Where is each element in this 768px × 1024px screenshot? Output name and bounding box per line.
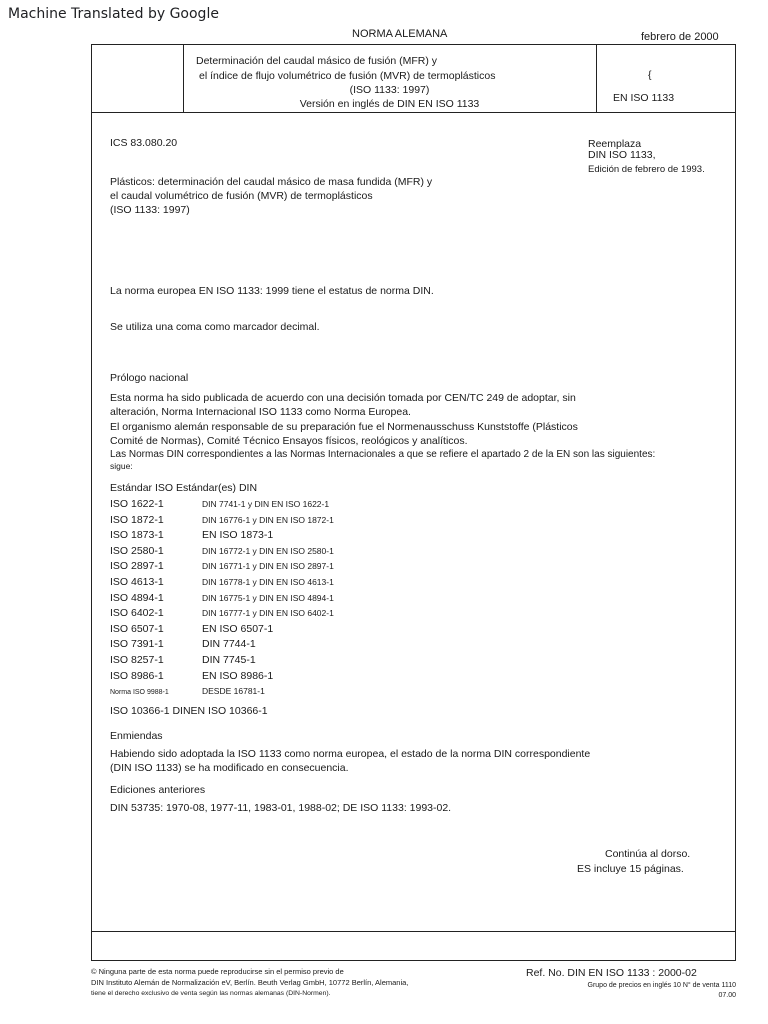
header-title-line-2: el índice de flujo volumétrico de fusión (MVR) de termoplásticos <box>199 70 496 82</box>
prologo-line-2: alteración, Norma Internacional ISO 1133 como Norma Europea. <box>110 406 411 418</box>
iso-standard: ISO 4613-1 <box>110 576 164 588</box>
title-body-line-1: Plásticos: determinación del caudal másico de masa fundida (MFR) y <box>110 176 433 188</box>
standards-heading: Estándar ISO Estándar(es) DIN <box>110 482 258 494</box>
standards-row <box>110 638 256 654</box>
din-standard: DIN 16775-1 y DIN EN ISO 4894-1 <box>202 592 334 603</box>
header-title-line-1: Determinación del caudal másico de fusión (MFR) y <box>196 55 438 67</box>
ediciones-heading: Ediciones anteriores <box>110 784 206 796</box>
ics-code: ICS 83.080.20 <box>110 137 178 149</box>
standards-row <box>110 529 273 545</box>
standards-row <box>110 498 329 514</box>
footer-code: 07.00 <box>718 992 736 999</box>
din-standard: EN ISO 1873-1 <box>202 529 274 542</box>
din-standard: DIN 16777-1 y DIN EN ISO 6402-1 <box>202 608 334 619</box>
header-title-line-3: (ISO 1133: 1997) <box>349 84 430 96</box>
iso-standard: ISO 6507-1 <box>110 622 164 635</box>
header-right-divider <box>596 44 597 112</box>
iso-standard: ISO 7391-1 <box>110 638 164 651</box>
header-divider <box>91 112 736 113</box>
din-standard: DESDE 16781-1 <box>202 686 265 697</box>
date-label: febrero de 2000 <box>641 31 719 43</box>
copyright-line-2: DIN Instituto Alemán de Normalización eV, Berlín. Beuth Verlag GmbH, 10772 Berlín, Alemania, <box>91 978 409 987</box>
prologo-line-1: Esta norma ha sido publicada de acuerdo con una decisión tomada por CEN/TC 249 de adoptar, sin <box>110 392 576 404</box>
status-statement: La norma europea EN ISO 1133: 1999 tiene el estatus de norma DIN. <box>110 285 434 297</box>
replaces-edition: Edición de febrero de 1993. <box>588 164 705 175</box>
din-standard: DIN 7745-1 <box>202 654 256 666</box>
ediciones-text: DIN 53735: 1970-08, 1977-11, 1983-01, 1988-02; DE ISO 1133: 1993-02. <box>110 802 452 814</box>
header-standard-code: EN ISO 1133 <box>613 92 675 104</box>
iso-standard: ISO 2897-1 <box>110 560 164 573</box>
standards-row <box>110 514 334 530</box>
prologo-line-3: El organismo alemán responsable de su preparación fue el Normenausschuss Kunststoffe (Plásticos <box>110 421 578 433</box>
standards-row <box>110 670 273 686</box>
standards-row <box>110 560 334 576</box>
din-standard: DIN 16772-1 y DIN EN ISO 2580-1 <box>202 545 334 556</box>
title-body-line-2: el caudal volumétrico de fusión (MVR) de termoplásticos <box>110 190 373 202</box>
replaces-label: Reemplaza <box>588 138 642 150</box>
standards-row <box>110 685 265 701</box>
prologo-sigue: sigue: <box>110 461 133 471</box>
prologo-line-4: Comité de Normas), Comité Técnico Ensayos físicos, reológicos y analíticos. <box>110 435 468 447</box>
iso-standard: ISO 8257-1 <box>110 654 164 666</box>
standards-row <box>110 576 334 592</box>
header-brace: { <box>648 69 652 81</box>
iso-standard: Norma ISO 9988-1 <box>110 689 169 697</box>
din-standard: DIN 16771-1 y DIN EN ISO 2897-1 <box>202 561 334 572</box>
standards-last-row: ISO 10366-1 DINEN ISO 10366-1 <box>110 705 268 717</box>
standards-row <box>110 592 334 608</box>
enmiendas-heading: Enmiendas <box>110 730 163 742</box>
norma-label: NORMA ALEMANA <box>352 28 448 40</box>
bottom-divider <box>91 931 736 932</box>
copyright-line-1: © Ninguna parte de esta norma puede reproducirse sin el permiso previo de <box>91 967 344 976</box>
header-title-line-4: Versión en inglés de DIN EN ISO 1133 <box>299 98 480 110</box>
enmiendas-line-1: Habiendo sido adoptada la ISO 1133 como norma europea, el estado de la norma DIN correspondiente <box>110 748 591 760</box>
standards-row <box>110 545 334 561</box>
standards-row <box>110 623 273 639</box>
prologo-line-5: Las Normas DIN correspondientes a las Normas Internacionales a que se refiere el apartado 2 de la EN son las siguientes: <box>110 449 656 460</box>
page-count: ES incluye 15 páginas. <box>577 863 684 875</box>
prologo-heading: Prólogo nacional <box>110 372 189 384</box>
din-standard: DIN 7741-1 y DIN EN ISO 1622-1 <box>202 499 330 509</box>
continua-label: Continúa al dorso. <box>605 848 691 860</box>
replaces-standard: DIN ISO 1133, <box>588 149 656 161</box>
enmiendas-line-2: (DIN ISO 1133) se ha modificado en consecuencia. <box>110 762 349 774</box>
iso-standard: ISO 2580-1 <box>110 544 164 557</box>
machine-translated-banner: Machine Translated by Google <box>8 6 219 22</box>
copyright-line-3: tiene el derecho exclusivo de venta según las normas alemanas (DIN-Normen). <box>91 990 331 997</box>
title-body-line-3: (ISO 1133: 1997) <box>110 204 190 216</box>
iso-standard: ISO 1872-1 <box>110 513 164 526</box>
iso-standard: ISO 1873-1 <box>110 529 164 542</box>
decimal-statement: Se utiliza una coma como marcador decimal. <box>110 321 320 333</box>
din-standard: DIN 16776-1 y DIN EN ISO 1872-1 <box>202 514 334 525</box>
din-standard: EN ISO 8986-1 <box>202 669 274 682</box>
iso-standard: ISO 8986-1 <box>110 669 164 682</box>
iso-standard: ISO 1622-1 <box>110 498 164 510</box>
standards-row <box>110 654 256 670</box>
din-standard: EN ISO 6507-1 <box>202 622 274 635</box>
iso-standard: ISO 4894-1 <box>110 591 164 604</box>
standards-row <box>110 607 334 623</box>
price-group: Grupo de precios en inglés 10 N° de venta 1110 <box>587 982 736 989</box>
reference-number: Ref. No. DIN EN ISO 1133 : 2000-02 <box>526 967 697 979</box>
iso-standard: ISO 6402-1 <box>110 607 164 620</box>
din-standard: DIN 16778-1 y DIN EN ISO 4613-1 <box>202 577 334 587</box>
din-standard: DIN 7744-1 <box>202 638 256 651</box>
